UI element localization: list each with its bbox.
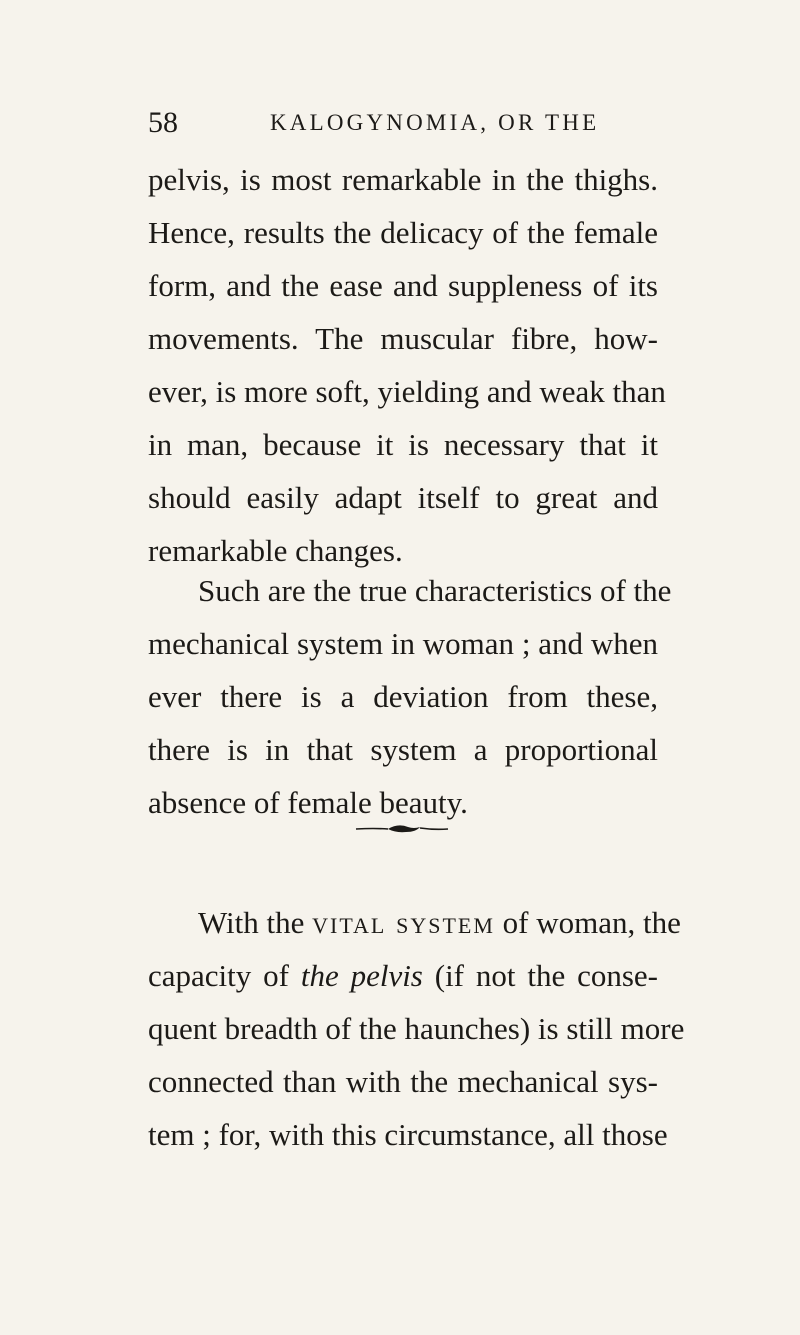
text-line bbox=[148, 896, 681, 949]
text-line: tem ; for, with this circumstance, all those bbox=[148, 1117, 668, 1152]
text-line: movements. The muscular fibre, how- bbox=[148, 321, 658, 356]
text-line: Hence, results the delicacy of the female bbox=[148, 215, 658, 250]
text-line: should easily adapt itself to great and bbox=[148, 480, 658, 515]
running-head bbox=[148, 103, 668, 143]
text-line: Such are the true characteristics of the bbox=[198, 573, 672, 608]
paragraph-3 bbox=[148, 896, 685, 1161]
text-line: form, and the ease and suppleness of its bbox=[148, 268, 658, 303]
text-line: ever, is more soft, yielding and weak than bbox=[148, 374, 666, 409]
text-line: mechanical system in woman ; and when bbox=[148, 626, 658, 661]
text-line: ever there is a deviation from these, bbox=[148, 679, 658, 714]
text-run: of woman, the bbox=[494, 905, 681, 940]
paragraph-1 bbox=[148, 153, 666, 577]
page-number: 58 bbox=[148, 106, 178, 139]
text-line: quent breadth of the haunches) is still more bbox=[148, 1011, 685, 1046]
text-line: in man, because it is necessary that it bbox=[148, 427, 658, 462]
text-run: With the bbox=[198, 905, 313, 940]
italic-term: the pelvis bbox=[300, 958, 423, 993]
text-line: connected than with the mechanical sys- bbox=[148, 1064, 658, 1099]
text-line: remarkable changes. bbox=[148, 533, 403, 568]
section-divider-ornament bbox=[354, 822, 450, 836]
text-line bbox=[148, 949, 658, 1002]
text-run: capacity of bbox=[148, 958, 301, 993]
text-line: absence of female beauty. bbox=[148, 785, 468, 820]
text-line: there is in that system a proportional bbox=[148, 732, 658, 767]
small-caps-term: vital system bbox=[312, 905, 495, 940]
text-line: pelvis, is most remarkable in the thighs. bbox=[148, 162, 658, 197]
text-run: (if not the conse- bbox=[422, 958, 658, 993]
running-title: KALOGYNOMIA, OR THE bbox=[270, 110, 600, 135]
paragraph-2 bbox=[148, 564, 672, 829]
